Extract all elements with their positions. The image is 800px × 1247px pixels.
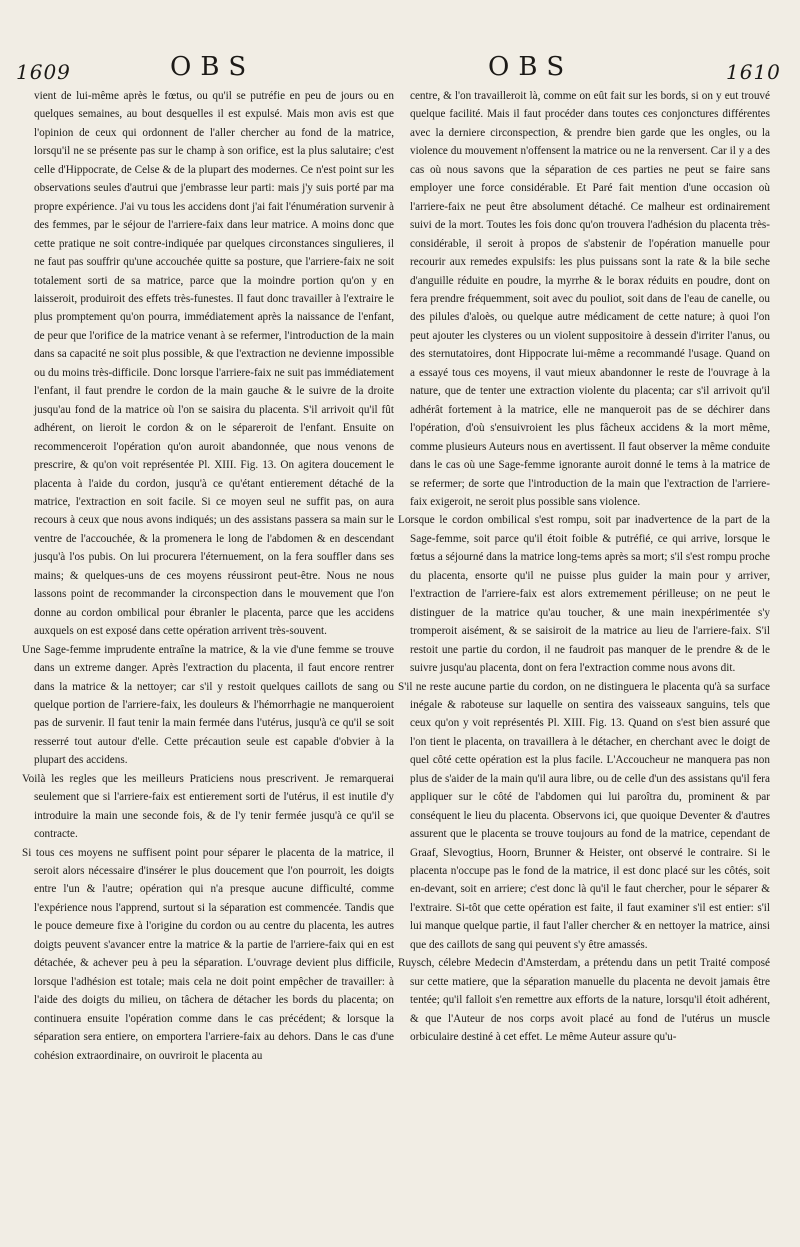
right-column [398, 87, 770, 1047]
paragraph: vient de lui-même après le fœtus, ou qu'il se putréfie en peu de jours ou en quelques semaines, au bout desquelles il est expulsé. Mais mon avis est que l'opinion de ceux qui ordonnent de l'aller chercher au fond de la matrice, lorsqu'il ne se présente pas sur le champ à son orifice, est la plus salutaire; c'est celle d'Hippocrate, de Celse & de la plupart des modernes. Ce n'est point sur les observations seules d'autrui que j'embrasse leur parti: mais j'y suis porté par ma propre expérience. J'ai vu tous les accidens dont j'ai fait l'énumération survenir à des femmes, par le séjour de l'arriere-faix dans leur matrice. A moins donc que cette pratique ne soit contre-indiquée par quelques circonstances singulieres, il ne faut pas souffrir qu'une accouchée quitte sa posture, que l'arriere-faix ne soit totalement sorti de sa matrice, parce que la moindre portion qu'on y en laisseroit, produiroit des effets très-funestes. Il faut donc travailler à l'extraire le plus promptement qu'on pourra, immédiatement après la naissance de l'enfant, de peur que l'orifice de la matrice venant à se refermer, l'introduction de la main dans sa capacité ne soit plus possible, & que l'extraction ne devienne impossible ou du moins très-difficile. Donc lorsque l'arriere-faix ne suit pas immédiatement l'enfant, il faut prendre le cordon de la main gauche & le suivre de la droite jusqu'au fond de la matrice où l'on se saisira du placenta. S'il arrivoit qu'il fût adhérent, on lieroit le cordon & on le sépareroit de l'enfant. Ensuite on recommenceroit l'opération qu'on auroit abandonnée, que nous venons de prescrire, & qu'on voit représentée Pl. XIII. Fig. 13. On agitera doucement le placenta à l'aide du cordon, jusqu'à ce qu'étant entierement détaché de la matrice, l'extraction en soit facile. Si ce moyen seul ne suffit pas, on aura recours à ceux que nous avons indiqués; un des assistans passera sa main sur le ventre de l'accouchée, & la promenera le long de l'abdomen & en descendant jusqu'à l'os pubis. On lui procurera l'éternuement, on la fera souffler dans ses mains; & quelques-uns de ces moyens réussiront peut-être. Nous ne nous lassons point de recommander la circonspection dans le mouvement que l'on donne au cordon ombilical pour ébranler le placenta, parce que les accidens auxquels on est exposé dans cette opération arrivent très-souvent. [34, 90, 394, 638]
right-page-number: 1610 [726, 60, 781, 84]
paragraph: Ruysch, célebre Medecin d'Amsterdam, a prétendu dans un petit Traité composé sur cette matiere, que la séparation manuelle du placenta ne devoit jamais être tentée; qu'il falloit s'en remettre aux efforts de la nature, lorsqu'il étoit adhérent, & que l'Auteur de nos corps avoit placé au fond de l'utérus un muscle orbiculaire destiné à cet effet. Le même Auteur assure qu'u- [398, 957, 770, 1044]
running-header [0, 52, 800, 90]
left-column [22, 87, 394, 1065]
paragraph: Voilà les regles que les meilleurs Praticiens nous prescrivent. Je remarquerai seulement que si l'arriere-faix est entierement sorti de l'utérus, il est inutile d'y introduire la main une seconde fois, & de l'y tenir fermée jusqu'à ce qu'il se contracte. [22, 772, 394, 841]
paragraph: Si tous ces moyens ne suffisent point pour séparer le placenta de la matrice, il seroit alors nécessaire d'insérer le plus doucement que l'on pourroit, les doigts entre l'un & l'autre; opération qui n'a presque aucune difficulté, comme l'expérience nous l'apprend, surtout si la séparation est commencée. Tandis que le pouce demeure fixe à l'origine du cordon ou au centre du placenta, les autres doigts peuvent s'avancer entre la matrice & la partie de l'arriere-faix qui en est détachée, & achever peu à peu la séparation. L'ouvrage devient plus difficile, lorsque l'adhésion est totale; mais cela ne doit point empêcher de travailler: à l'aide des doigts du milieu, on tâchera de détacher les bords du placenta; on continuera ensuite l'opération comme dans le cas précédent; & lorsque la séparation sera entiere, on emportera l'arriere-faix au dehors. Dans le cas d'une cohésion extraordinaire, on ouvriroit le placenta au [22, 846, 394, 1062]
paragraph: centre, & l'on travailleroit là, comme on eût fait sur les bords, si on y eut trouvé quelque facilité. Mais il faut procéder dans toutes ces conjonctures différentes avec la derniere circonspection, & prendre bien garde que les ongles, ou la violence du mouvement n'offensent la matrice ou ne la renversent. Car il y a des cas où nous savons que la séparation de ces parties ne peut se faire sans employer une force considérable. Et Paré fait mention d'une occasion où l'arriere-faix ne peut être absolument détaché. Ce malheur est ordinairement suivi de la mort. Toutes les fois donc qu'on trouvera l'adhésion du placenta très-considérable, il seroit à propos de s'abstenir de l'opération manuelle pour recourir aux remedes expulsifs: les plus puissans sont la rate & la bile seche d'anguille réduite en poudre, la myrrhe & le borax réduits en poudre, dont on fera prendre fréquemment, soit avec du pouliot, soit dans de l'eau de canelle, ou des pilules d'aloès, ou quelque autre médicament de cette nature; à quoi l'on peut ajouter les clysteres ou un violent suppositoire à dessein d'irriter l'anus, ou des sternutatoires, dont Hippocrate lui-même a recommandé l'usage. Quand on a essayé tous ces moyens, il vaut mieux abandonner le reste de l'ouvrage à la nature, que de tenter une extraction violente du placenta; car s'il arrivoit qu'il adhérât fortement à la matrice, elle ne manqueroit pas de se déchirer dans l'opération, d'où s'ensuivroient les plus fâcheux accidens & la mort même, comme plusieurs Auteurs nous en avertissent. Il faut observer la même conduite dans le cas où une Sage-femme ignorante auroit donné le tems à la matrice de se refermer; de sorte que l'introduction de la main que l'extraction de l'arriere-faix exigeroit, ne seroit plus possible sans violence. [410, 90, 770, 508]
paragraph: Lorsque le cordon ombilical s'est rompu, soit par inadvertence de la part de la Sage-femme, soit parce qu'il étoit foible & putréfié, ce qui arrive, lorsque le fœtus a séjourné dans la matrice long-tems après sa mort; s'il s'est rompu proche du placenta, ensorte qu'il ne puisse plus guider la main pour y arriver, l'extraction de l'arriere-faix est alors extremement périlleuse; on ne peut le distinguer de la matrice qu'au toucher, & une main inexpérimentée s'y tromperoit aisément, & se saisiroit de la matrice au lieu de l'arriere-faix. S'il restoit une partie du cordon, il ne faudroit pas manquer de le prendre & de le suivre jusqu'au placenta, dont on fera l'extraction comme nous avons dit. [398, 514, 770, 675]
left-running-head: OBS [170, 52, 256, 82]
paragraph: Une Sage-femme imprudente entraîne la matrice, & la vie d'une femme se trouve dans un extreme danger. Après l'extraction du placenta, il faut encore rentrer dans la matrice & la nettoyer; car s'il y restoit quelques caillots de sang ou quelque portion de l'arriere-faix, les douleurs & l'hémorrhagie ne manqueroient pas de survenir. Il faut tenir la main fermée dans l'utérus, jusqu'à ce qu'il se soit resserré tout autour d'elle. Cette précaution seule est capable d'obvier à la plupart des accidens. [22, 643, 394, 767]
right-running-head: OBS [488, 52, 574, 82]
left-page-number: 1609 [16, 60, 71, 84]
paragraph: S'il ne reste aucune partie du cordon, on ne distinguera le placenta qu'à sa surface inégale & raboteuse sur laquelle on sentira des vaisseaux sanguins, tels que ceux qu'on y voit représentés Pl. XIII. Fig. 13. Quand on s'est bien assuré que l'on tient le placenta, on travaillera à le détacher, en cherchant avec le doigt de quel côté cette opération est la plus facile. L'Accoucheur ne manquera pas non plus de s'aider de la main qu'il aura libre, ou de celle d'un des assistans qu'il fera appliquer sur le côté de l'abdomen qui lui paroîtra du, prominent & par conséquent le lieu du placenta. Observons ici, que quoique Deventer & d'autres assurent que le placenta se trouve toujours au fond de la matrice, cependant de Graaf, Slevogtius, Hoorn, Brunner & Heister, ont observé le contraire. Si le placenta n'occupe pas le fond de la matrice, il est donc placé sur les côtés, soit en-devant, soit en arriere; c'est donc là qu'il le faut chercher, pour le séparer & l'extraire. Si-tôt que cette opération est faite, il faut examiner s'il est entier: s'il lui manque quelque partie, il faut l'aller chercher & en nettoyer la matrice, ainsi que des caillots de sang qui peuvent s'y être amassés. [398, 680, 770, 951]
